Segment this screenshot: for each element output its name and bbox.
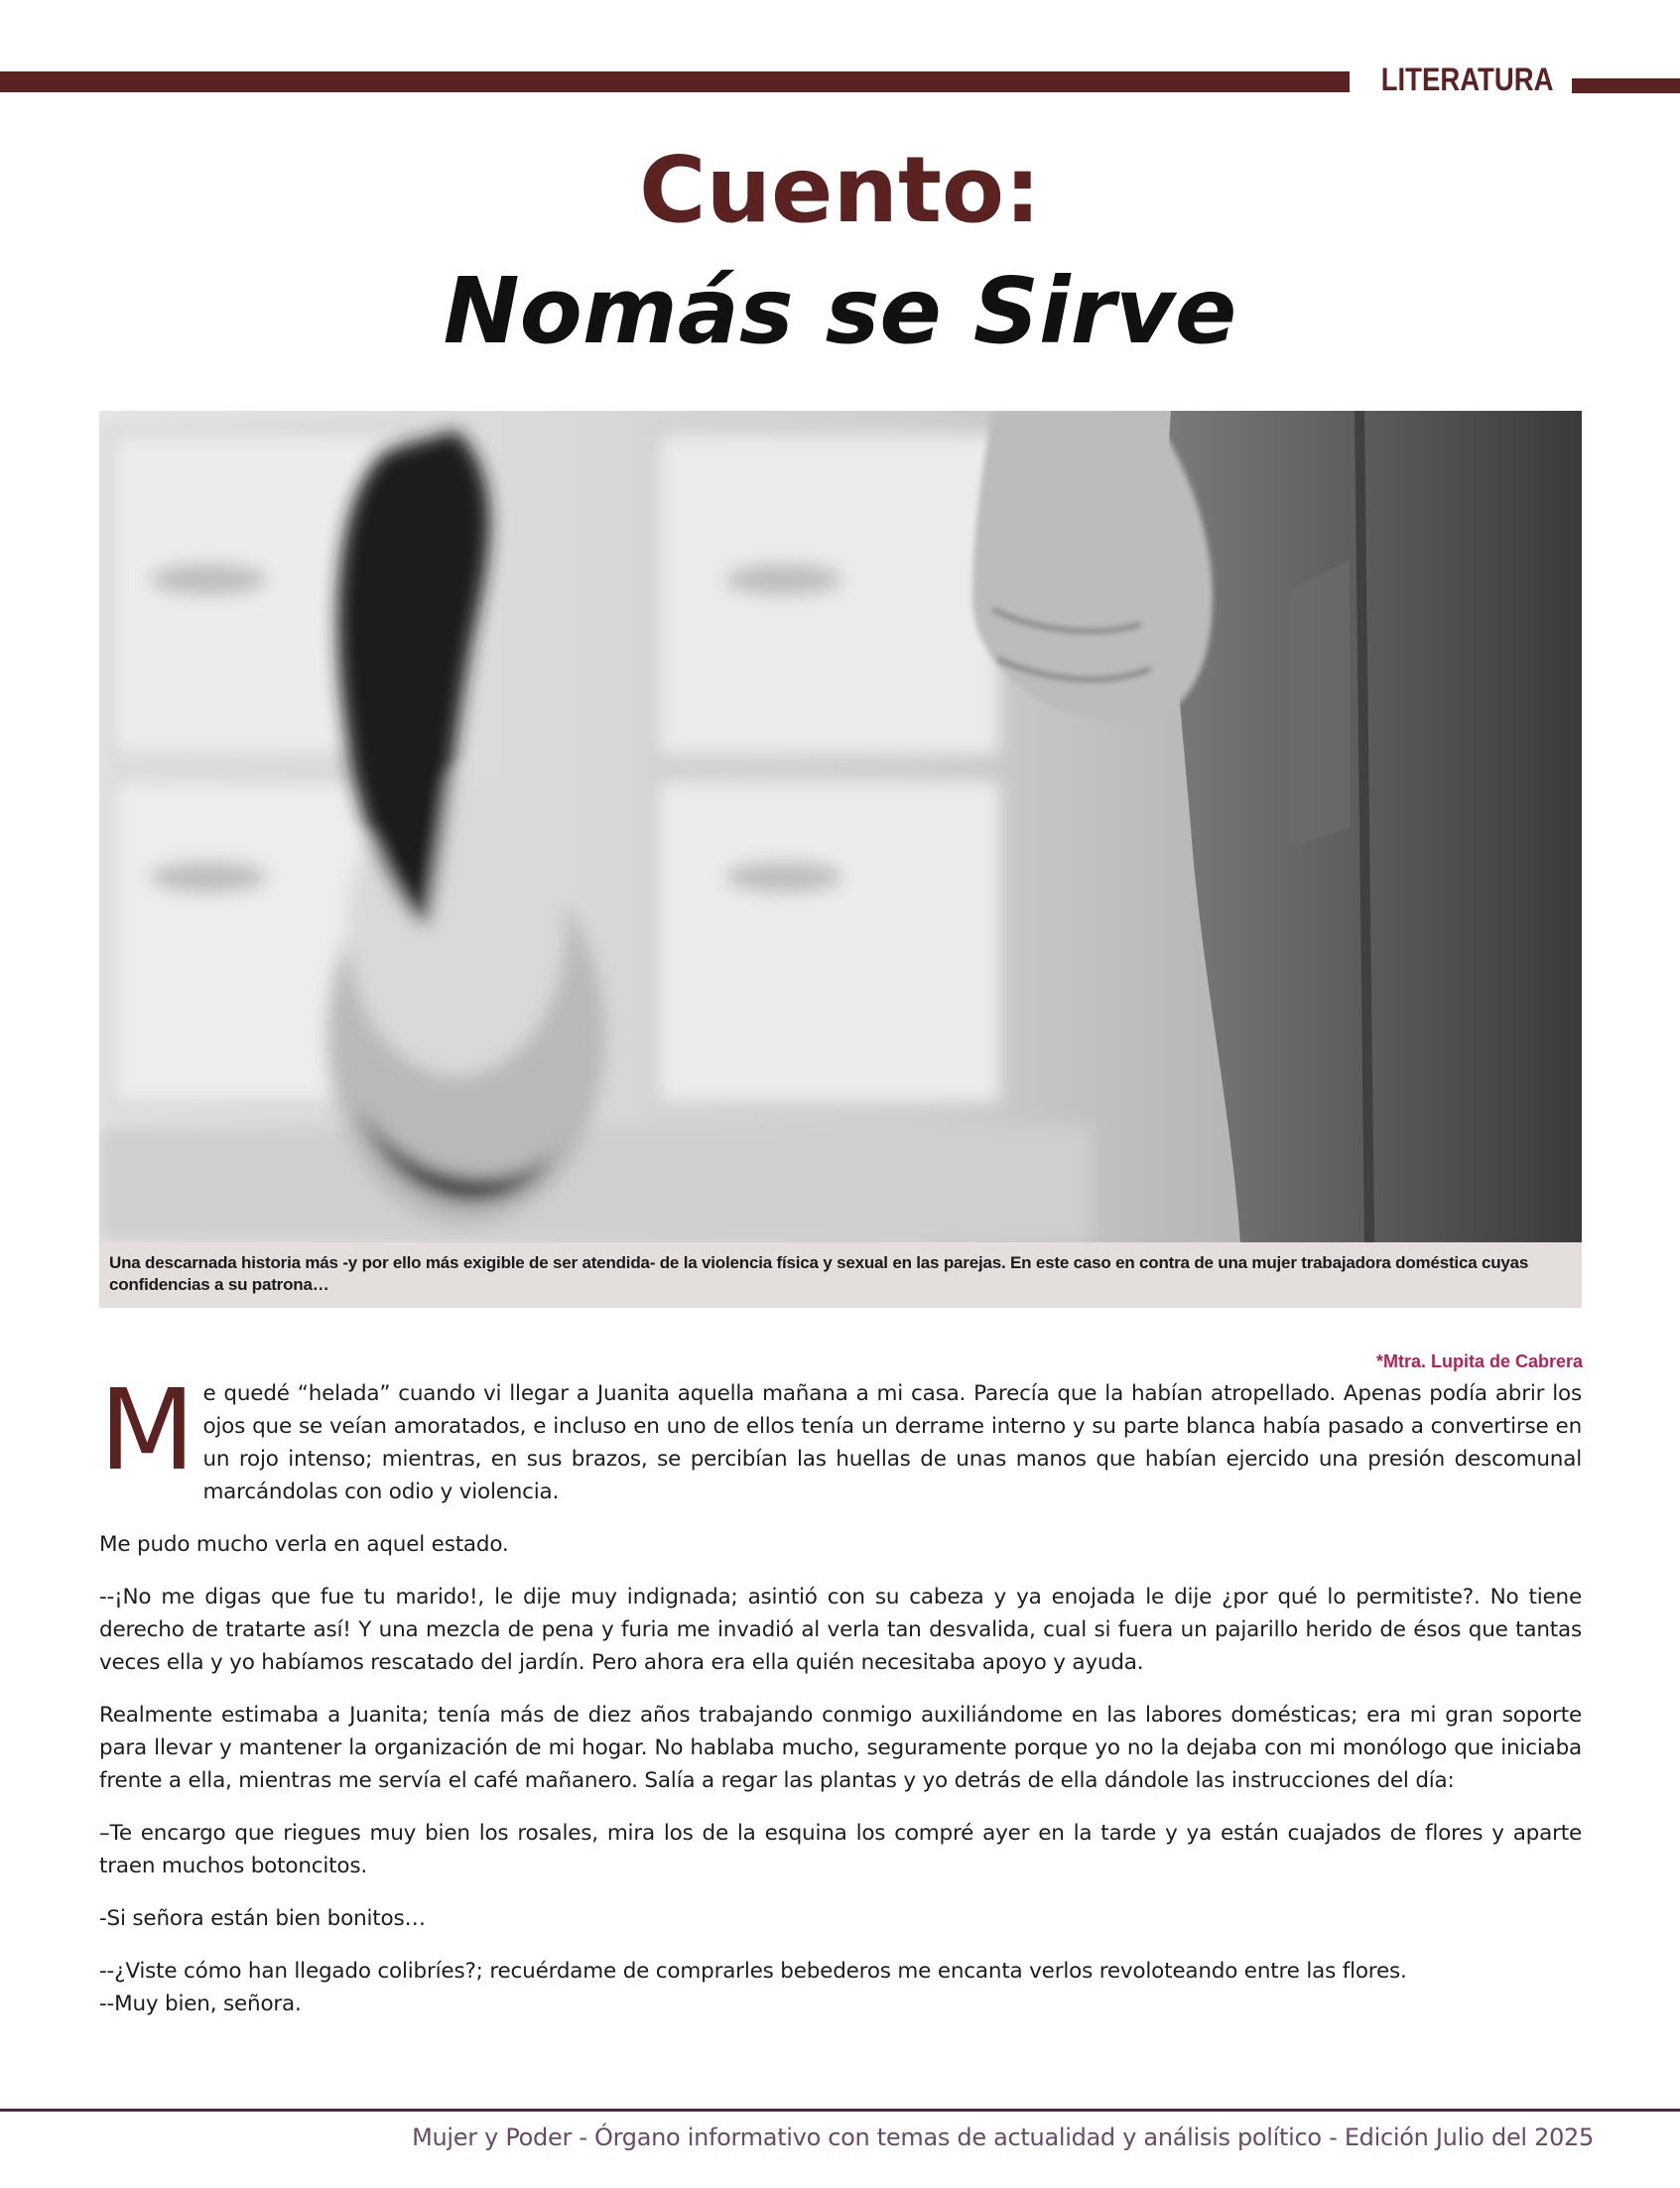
photo-illustration bbox=[99, 411, 1582, 1242]
section-label: LITERATURA bbox=[1380, 62, 1554, 97]
paragraph-3: --¡No me digas que fue tu marido!, le dije muy indignada; asintió con su cabeza y ya enojada le dije ¿por qué lo permitiste?. No tiene derecho de tratarte así! Y una mezcla de pena y furia me invadió al verla tan desvalida, cual si fuera un pajarillo herido de ésos que tantas veces ella y yo habíamos rescatado del jardín. Pero ahora era ella quién necesitaba apoyo y ayuda. bbox=[99, 1585, 1582, 1675]
paragraph-1 bbox=[99, 1366, 1582, 1508]
article-photo bbox=[99, 411, 1582, 1242]
paragraph-2: Me pudo mucho verla en aquel estado. bbox=[99, 1532, 509, 1557]
section-bar bbox=[0, 71, 1350, 92]
article-subtitle: Nomás se Sirve bbox=[443, 258, 1237, 364]
section-bar-end bbox=[1572, 78, 1680, 93]
paragraph-6: -Si señora están bien bonitos… bbox=[99, 1906, 426, 1931]
paragraph-4: Realmente estimaba a Juanita; tenía más de diez años trabajando conmigo auxiliándome en las labores domésticas; era mi gran soporte para llevar y mantener la organización de mi hogar. No hablaba mucho, seguramente porque yo no la dejaba con mi monólogo que iniciaba frente a ella, mientras me servía el café mañanero. Salía a regar las plantas y yo detrás de ella dándole las instrucciones del día: bbox=[99, 1703, 1582, 1793]
paragraph-5: –Te encargo que riegues muy bien los rosales, mira los de la esquina los compré ayer en la tarde y ya están cuajados de flores y aparte traen muchos botoncitos. bbox=[99, 1821, 1582, 1878]
article-body bbox=[99, 1366, 1582, 2040]
drop-cap: M bbox=[99, 1366, 195, 1495]
photo-caption-box bbox=[99, 1242, 1582, 1308]
author-byline: *Mtra. Lupita de Cabrera bbox=[1375, 1351, 1583, 1371]
article-title: Cuento: bbox=[639, 137, 1041, 243]
photo-caption: Una descarnada historia más -y por ello más exigible de ser atendida- de la violencia física y sexual en las parejas. En este caso en contra de una mujer trabajadora doméstica cuyas confidencias a su patrona… bbox=[109, 1253, 1529, 1294]
footer-rule bbox=[0, 2109, 1680, 2112]
paragraph-8: --Muy bien, señora. bbox=[99, 1992, 302, 2016]
paragraph-7: --¿Viste cómo han llegado colibríes?; recuérdame de comprarles bebederos me encanta verlos revoloteando entre las flores. bbox=[99, 1959, 1407, 1984]
paragraph-1-text: e quedé “helada” cuando vi llegar a Juanita aquella mañana a mi casa. Parecía que la habían atropellado. Apenas podía abrir los ojos que se veían amoratados, e incluso en uno de ellos tenía un derrame interno y su parte blanca había pasado a convertirse en un rojo intenso; mientras, en sus brazos, se percibían las huellas de unas manos que habían ejercido una presión descomunal marcándolas con odio y violencia. bbox=[202, 1381, 1582, 1504]
footer-text: Mujer y Poder - Órgano informativo con temas de actualidad y análisis político - Edición Julio del 2025 bbox=[412, 2124, 1594, 2151]
